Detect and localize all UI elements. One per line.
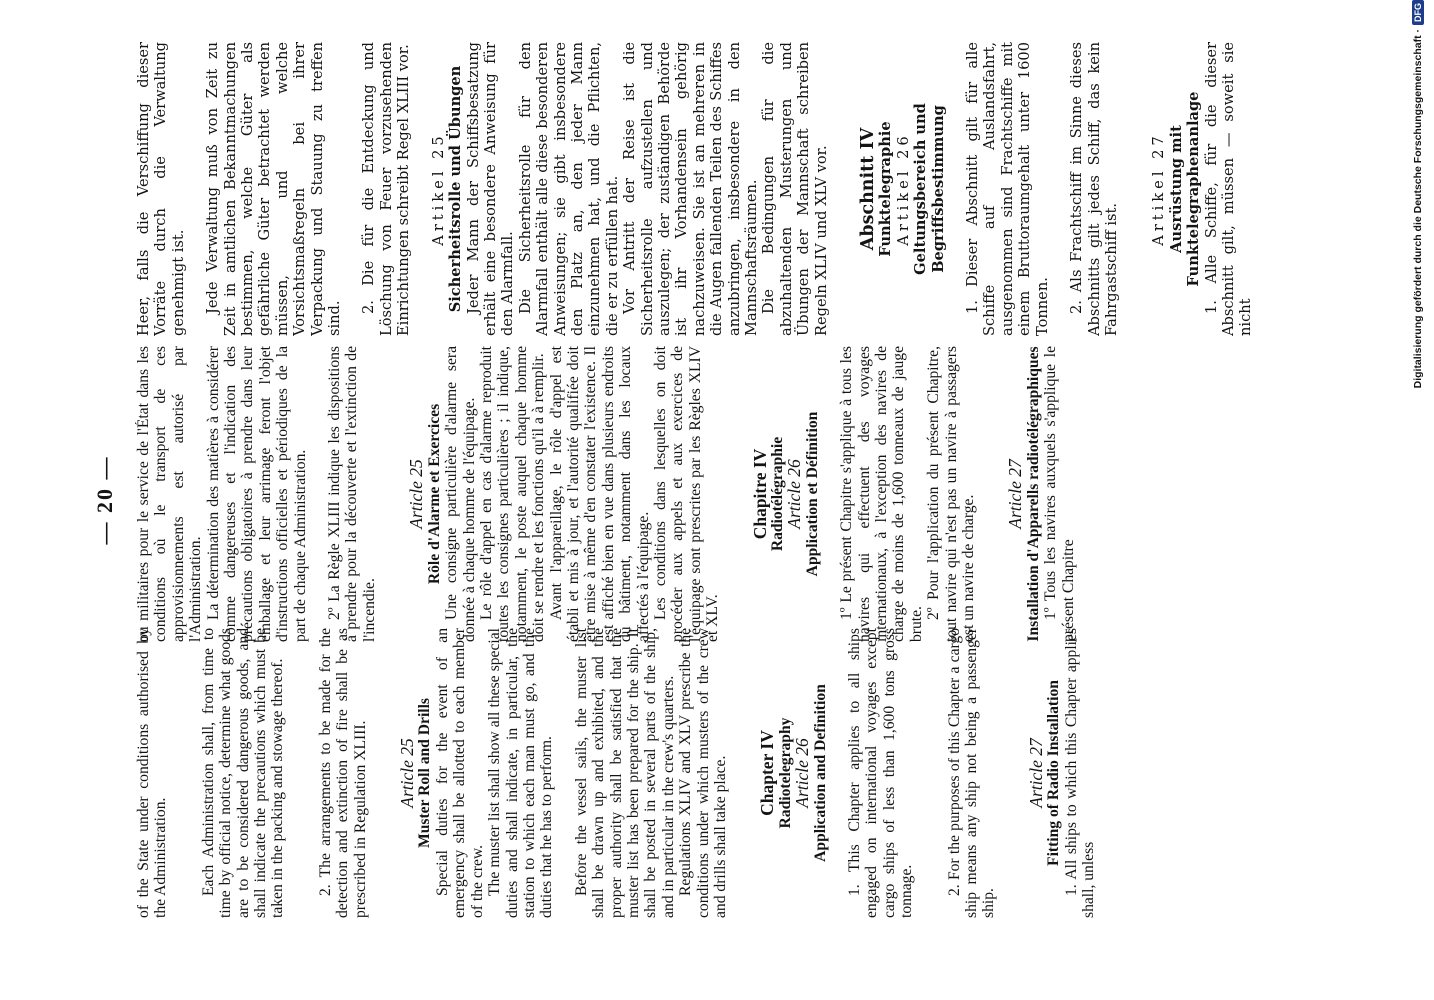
de-article-27-heading: Ausrüstung mit Funktelegraphenanlage: [1167, 91, 1203, 287]
en-paragraph: of the State under conditions authorised by the Administration.: [135, 628, 170, 918]
english-column: [135, 628, 1295, 918]
en-chapter-4-title: Chapter IV: [757, 730, 778, 816]
en-paragraph: 2. The arrangements to be made for the detection and extinction of fire shall be as prescribed in Regulation XLIII.: [316, 628, 369, 918]
fr-paragraph: Avant l'appareillage, le rôle d'appel est établi et mis à jour, et l'autorité qualifiée doit être mise à même d'en constater l'existence. Il est affiché bien en vue dans plusieurs endroits du bâtiment, notamment dans les locaux affectés à l'équipage.: [547, 346, 652, 642]
en-paragraph: 2. For the purposes of this Chapter a cargo ship means any ship not being a passenger ship.: [945, 628, 998, 918]
de-paragraph: Vor Antritt der Reise ist die Sicherheitsrolle aufzustellen und auszulegen; der zuständigen Behörde ist ihr Vorhandensein gehörig nachzuweisen. Sie ist an mehreren in die Augen fallenden Teilen des Schiffes anzubringen, insbesondere in den Mannschaftsräumen.: [621, 42, 760, 336]
de-paragraph: 2. Die für die Entdeckung und Löschung von Feuer vorzusehenden Einrichtungen schreibt Regel XLIII vor.: [360, 42, 413, 336]
fr-article-25-heading: Rôle d'Alarme et Exercices: [425, 403, 443, 585]
dfg-logo-icon: DFG: [1412, 0, 1424, 25]
de-article-26-heading: Geltungsbereich und Begriffsbestimmung: [912, 103, 947, 275]
en-article-26-heading: Application and Definition: [811, 684, 829, 862]
en-paragraph: Before the vessel sails, the muster list shall be drawn up and exhibited, and the proper authority shall be satisfied that the muster list has been prepared for the ship. It shall be posted in several parts of the ship, and in particular in the crew's quarters.: [572, 628, 677, 918]
en-paragraph: Regulations XLIV and XLV prescribe the conditions under which musters of the crew and drills shall take place.: [677, 628, 729, 918]
fr-paragraph: Les conditions dans lesquelles on doit procéder aux appels et aux exercices de l'équipage sont prescrites par les Règles XLIV et XLV.: [651, 346, 722, 642]
de-paragraph: Jede Verwaltung muß von Zeit zu Zeit in amtlichen Bekanntmachungen bestimmen, welche Güter als gefährliche Güter betrachtet werden müssen, und welche Vorsichtsmaßregeln bei ihrer Verpackung und Stauung zu treffen sind.: [204, 42, 344, 336]
fr-article-27-title: Article 27: [1005, 459, 1026, 529]
en-paragraph: Special duties for the event of an emergency shall be allotted to each member of the crew.: [433, 628, 486, 918]
fr-article-25-title: Article 25: [406, 459, 427, 529]
de-paragraph: Die Sicherheitsrolle für den Alarmfall enthält alle diese besonderen Anweisungen; sie gibt insbesondere den Platz an, den jeder Mann einzunehmen hat, und die Pflichten, die er zu erfüllen hat.: [516, 42, 621, 336]
page-number: — 20 —: [92, 455, 117, 545]
en-paragraph: 1. This Chapter applies to all ships engaged on international voyages except cargo ships of less than 1,600 tons gross tonnage.: [846, 628, 916, 918]
fr-paragraph: ou militaires pour le service de l'État dans les conditions où le transport de ces approvisionnements est autorisé par l'Administration.: [135, 346, 205, 642]
de-article-26-title: Artikel 26: [894, 132, 912, 246]
french-column: [135, 346, 1295, 642]
fr-paragraph: Une consigne particulière d'alarme sera donnée à chaque homme de l'équipage.: [443, 346, 478, 642]
de-paragraph: Heer, falls die Verschiffung dieser Vorräte durch die Verwaltung genehmigt ist.: [135, 42, 187, 336]
de-chapter-4-subtitle: Funktelegraphie: [877, 121, 895, 257]
de-article-25-title: Artikel 25: [429, 132, 447, 246]
fr-article-27-heading: Installation d'Apparells radiotélégraphiques: [1024, 346, 1042, 642]
german-column: [135, 42, 1295, 336]
de-paragraph: 1. Alle Schiffe, für die dieser Abschnitt gilt, müssen — soweit sie nicht: [1202, 42, 1255, 336]
fr-paragraph: 1º Tous les navires auxquels s'applique le présent Chapitre: [1042, 346, 1077, 642]
en-paragraph: Each Administration shall, from time to time by official notice, determine what goods are to be considered dangerous goods, and shall indicate the precautions which must be taken in the packing and stowage thereof.: [199, 628, 287, 918]
fr-paragraph: Le rôle d'appel en cas d'alarme reproduit toutes les consignes particulières ; il indique, notamment, le poste auquel chaque homme doit se rendre et les fonctions qu'il a à remplir.: [477, 346, 548, 642]
de-chapter-4-title: Abschnitt IV: [858, 127, 879, 251]
en-article-25-heading: Muster Roll and Drills: [416, 697, 434, 849]
de-paragraph: Die Bedingungen für die abzuhaltenden Musterungen und Übungen der Mannschaft schreiben Regeln XLIV und XLV vor.: [760, 42, 830, 336]
digitization-credit-text: Digitalisierung gefördert durch die Deutsche Forschungsgemeinschaft ·: [1412, 29, 1424, 389]
en-article-26-title: Article 26: [792, 738, 813, 808]
fr-article-26-heading: Application et Définition: [803, 411, 821, 577]
en-chapter-4-subtitle: Radiotelegraphy: [776, 717, 794, 829]
fr-chapter-4-title: Chapitre IV: [749, 448, 770, 540]
en-article-27-title: Article 27: [1025, 738, 1046, 808]
fr-article-26-title: Article 26: [784, 459, 805, 529]
de-paragraph: 1. Dieser Abschnitt gilt für alle Schiffe auf Auslandsfahrt, ausgenommen sind Frachtschiffe mit einem Bruttoraumgehalt unter 1600 Tonnen.: [964, 42, 1051, 336]
digitization-credit-sidebar: [1400, 0, 1434, 1000]
en-article-27-heading: Fitting of Radio Installation: [1045, 680, 1063, 866]
de-article-27-title: Artikel 27: [1150, 132, 1168, 246]
de-article-25-heading: Sicherheitsrolle und Übungen: [447, 65, 465, 313]
fr-paragraph: 2º Pour l'application du présent Chapitre, tout navire qui n'est pas un navire à passagers est un navire de charge.: [925, 346, 978, 642]
de-paragraph: 2. Als Frachtschiff im Sinne dieses Abschnitts gilt jedes Schiff, das kein Fahrgastschiff ist.: [1068, 42, 1120, 336]
en-paragraph: The muster list shall show all these special duties and shall indicate, in particular, the station to which each man must go, and the duties that he has to perform.: [486, 628, 556, 918]
fr-paragraph: La détermination des matières à considérer comme dangereuses et l'indication des précautions obligatoires à prendre dans leur emballage et leur arrimage feront l'objet d'instructions officielles et périodiques de la part de chaque Administration.: [204, 346, 309, 642]
de-paragraph: Jeder Mann der Schiffsbesatzung erhält eine besondere Anweisung für den Alarmfall.: [464, 42, 517, 336]
fr-paragraph: 2º La Règle XLIII indique les dispositions à prendre pour la découverte et l'extinction de l'incendie.: [326, 346, 378, 642]
en-paragraph: 1. All ships to which this Chapter applies shall, unless: [1062, 628, 1098, 918]
fr-chapter-4-subtitle: Radiotélégraphie: [769, 436, 786, 552]
fr-paragraph: 1º Le présent Chapitre s'applique à tous les navires qui effectuent des voyages internationaux, à l'exception des navires de charge de moins de 1,600 tonneaux de jauge brute.: [838, 346, 925, 642]
en-article-25-title: Article 25: [397, 738, 418, 808]
digitization-credit: [1408, 0, 1428, 1000]
